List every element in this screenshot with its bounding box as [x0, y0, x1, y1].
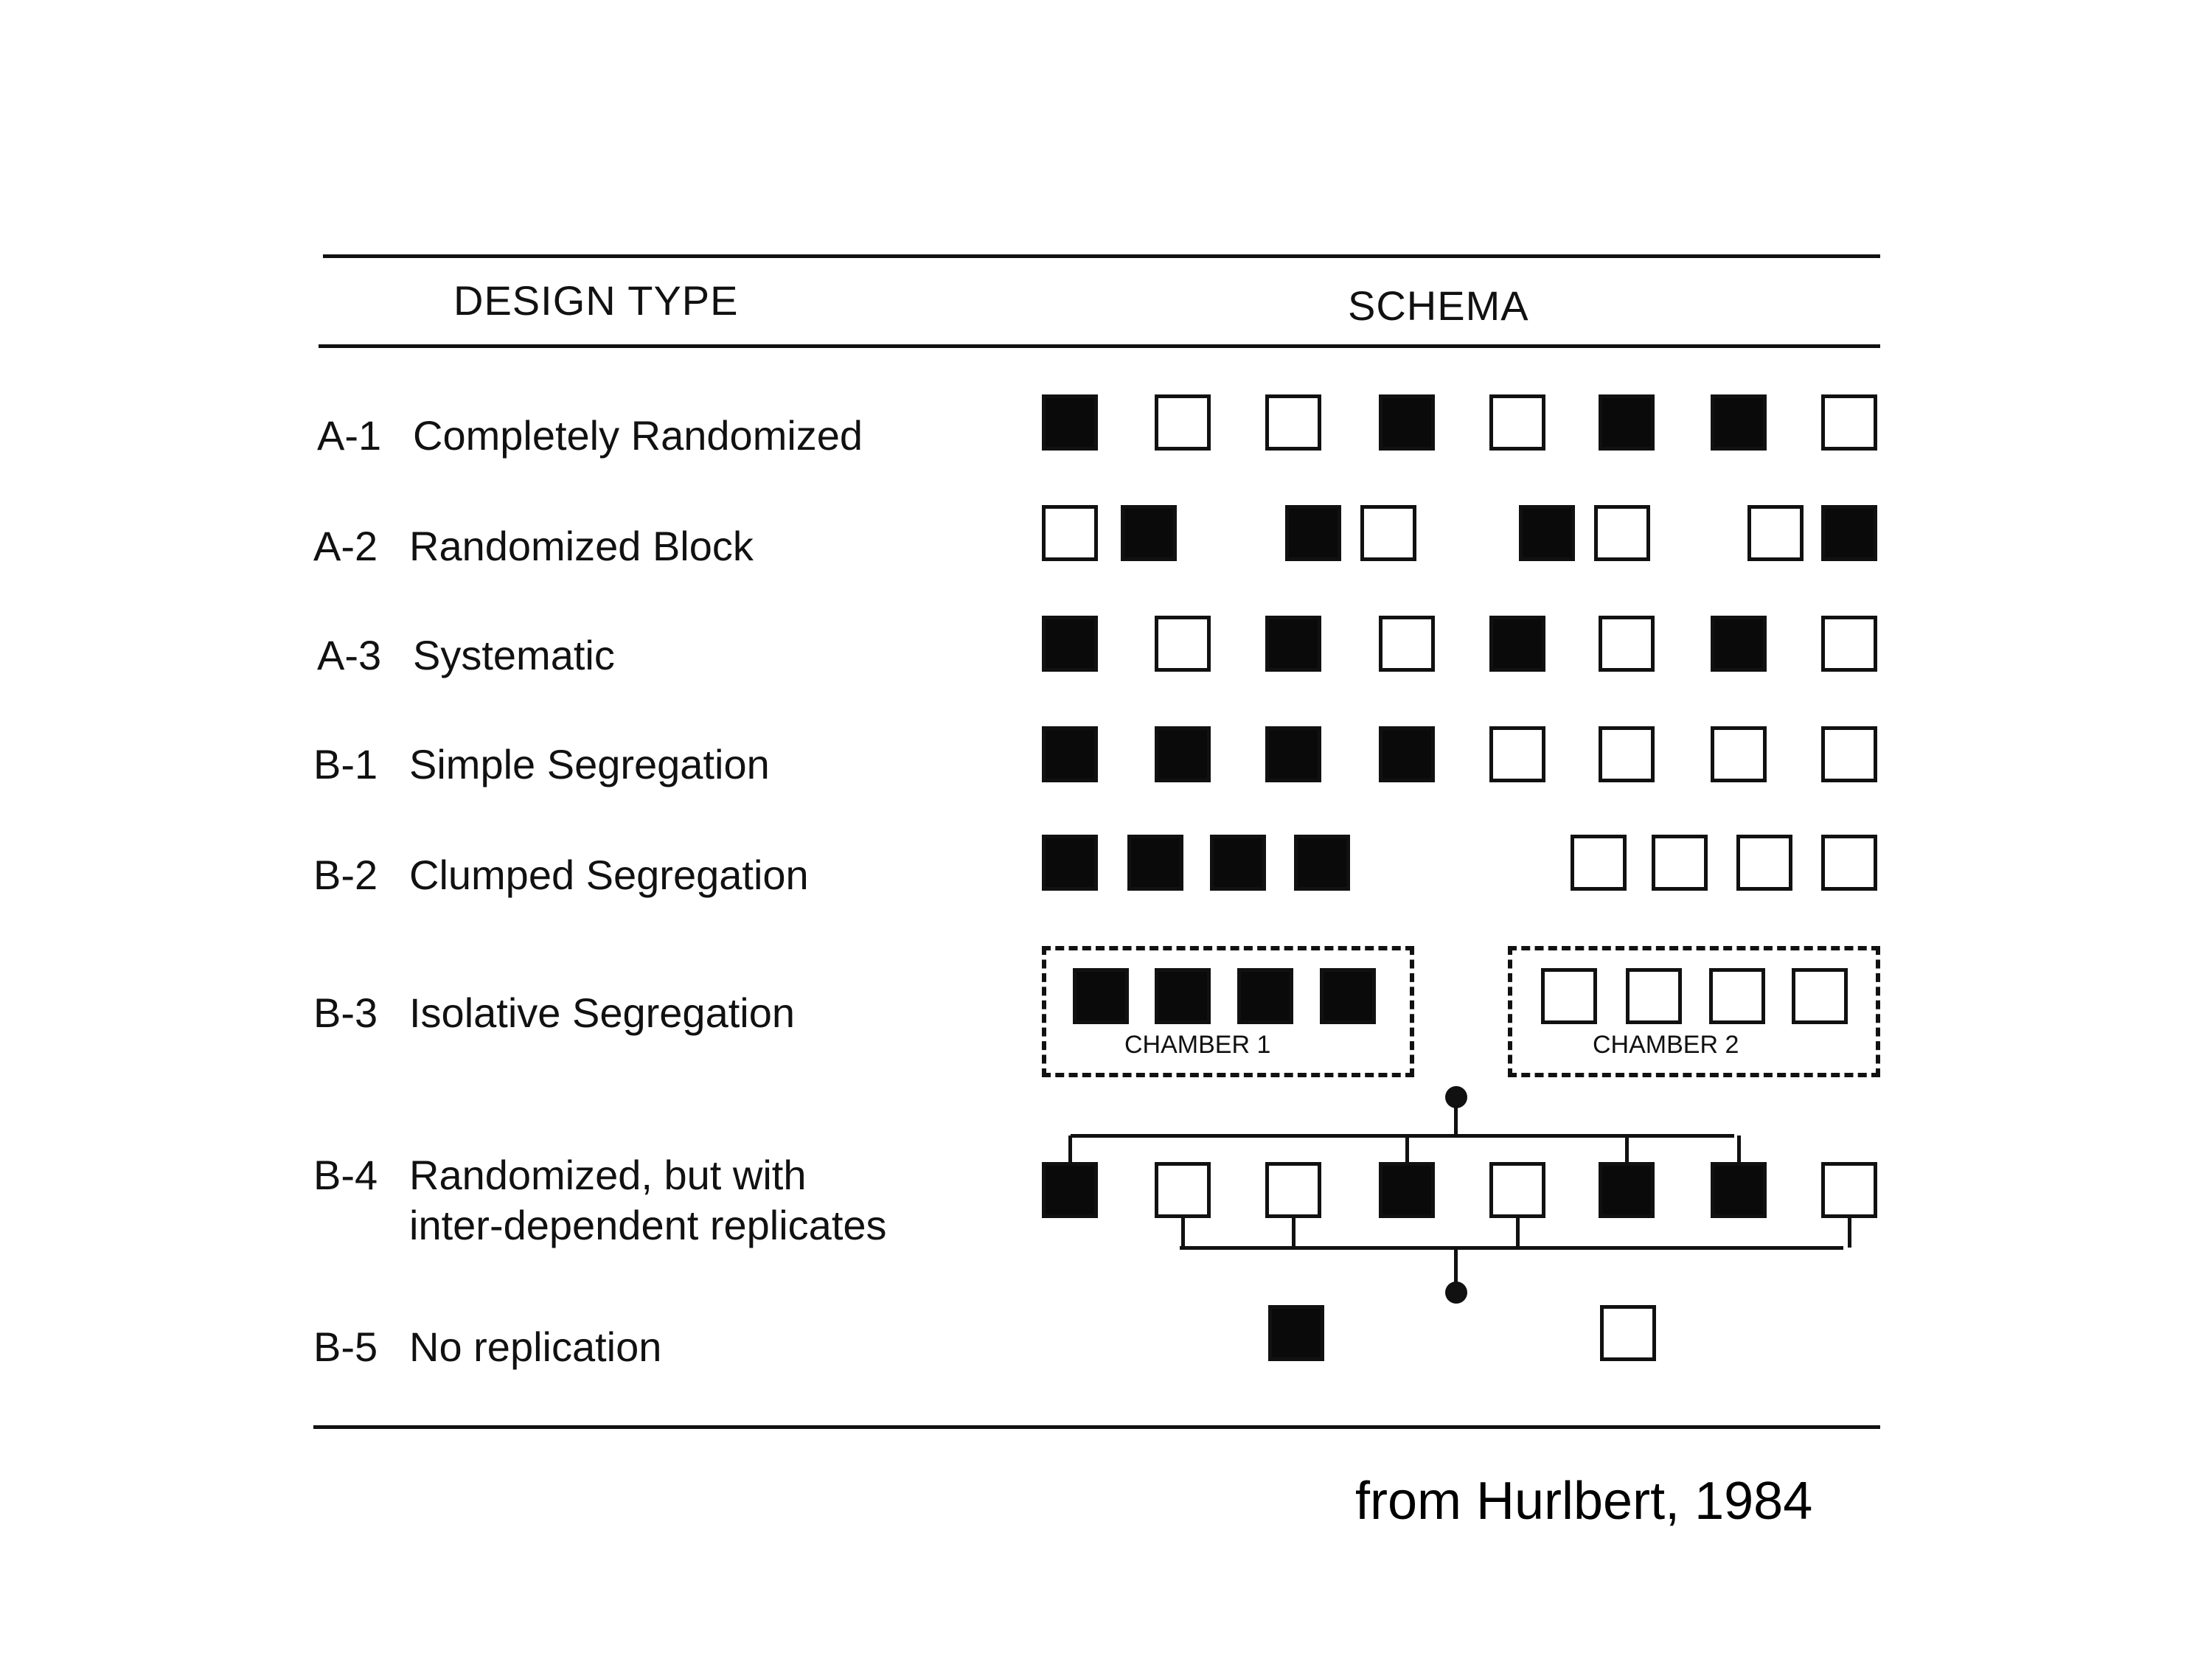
schema-unit-treatment: [1821, 505, 1877, 561]
bottom-rule: [313, 1425, 1880, 1429]
row-label-b5: B-5 No replication: [313, 1324, 662, 1370]
b4-bottom-connector: [1292, 1217, 1295, 1248]
schema-unit-control: [1709, 968, 1765, 1024]
schema-unit-control: [1626, 968, 1682, 1024]
b4-bottom-connector: [1848, 1217, 1851, 1248]
schema-unit-control: [1489, 726, 1545, 782]
schema-unit-control: [1265, 394, 1321, 451]
schema-unit-treatment: [1711, 1162, 1767, 1218]
schema-unit-control: [1155, 616, 1211, 672]
top-rule: [323, 254, 1880, 258]
chamber-1-label: CHAMBER 1: [1124, 1031, 1271, 1059]
schema-unit-treatment: [1711, 616, 1767, 672]
row-label-b3: B-3 Isolative Segregation: [313, 990, 796, 1036]
schema-unit-control: [1747, 505, 1804, 561]
schema-unit-control: [1155, 394, 1211, 451]
schema-unit-treatment: [1599, 1162, 1655, 1218]
b4-bottom-bus: [1180, 1246, 1843, 1250]
row-label-a1: A-1 Completely Randomized: [317, 412, 863, 459]
row-label-b1: B-1 Simple Segregation: [313, 741, 770, 787]
row-label-a3: A-3 Systematic: [317, 632, 615, 678]
schema-unit-treatment: [1042, 835, 1098, 891]
schema-unit-treatment: [1489, 616, 1545, 672]
b4-bottom-node: [1445, 1281, 1467, 1304]
b4-bottom-connector: [1181, 1217, 1185, 1248]
schema-unit-treatment: [1265, 616, 1321, 672]
schema-unit-control: [1792, 968, 1848, 1024]
b4-top-connector: [1625, 1135, 1629, 1164]
row-label-b4-cont: inter-dependent replicates: [409, 1202, 887, 1248]
schema-unit-control: [1599, 616, 1655, 672]
schema-header: SCHEMA: [1348, 282, 1529, 329]
schema-unit-control: [1652, 835, 1708, 891]
chamber-2-label: CHAMBER 2: [1593, 1031, 1739, 1059]
header-rule: [319, 344, 1880, 348]
schema-unit-treatment: [1073, 968, 1129, 1024]
schema-unit-treatment: [1320, 968, 1376, 1024]
row-label-b2: B-2 Clumped Segregation: [313, 852, 809, 898]
schema-unit-treatment: [1121, 505, 1177, 561]
schema-unit-treatment: [1285, 505, 1341, 561]
schema-unit-control: [1379, 616, 1435, 672]
schema-unit-treatment: [1127, 835, 1183, 891]
schema-unit-control: [1711, 726, 1767, 782]
b4-top-connector: [1405, 1135, 1409, 1164]
row-label-b4: B-4 Randomized, but with inter-dependent replicates: [313, 1150, 887, 1251]
schema-unit-treatment: [1155, 726, 1211, 782]
schema-unit-control: [1265, 1162, 1321, 1218]
schema-unit-treatment: [1042, 394, 1098, 451]
schema-unit-treatment: [1042, 726, 1098, 782]
schema-unit-treatment: [1265, 726, 1321, 782]
schema-unit-treatment: [1042, 1162, 1098, 1218]
schema-unit-control: [1736, 835, 1792, 891]
schema-unit-control: [1821, 835, 1877, 891]
schema-unit-control: [1042, 505, 1098, 561]
schema-unit-treatment: [1379, 1162, 1435, 1218]
schema-unit-treatment: [1268, 1305, 1324, 1361]
row-label-a2: A-2 Randomized Block: [313, 523, 754, 569]
schema-unit-control: [1360, 505, 1416, 561]
citation-caption: from Hurlbert, 1984: [1355, 1472, 1813, 1531]
schema-unit-treatment: [1042, 616, 1098, 672]
schema-unit-control: [1489, 394, 1545, 451]
schema-unit-control: [1821, 616, 1877, 672]
b4-top-connector: [1737, 1135, 1741, 1164]
b4-top-node: [1445, 1086, 1467, 1108]
schema-unit-control: [1821, 1162, 1877, 1218]
schema-unit-control: [1489, 1162, 1545, 1218]
design-type-header: DESIGN TYPE: [453, 277, 739, 324]
schema-unit-control: [1571, 835, 1627, 891]
schema-unit-control: [1594, 505, 1650, 561]
schema-unit-treatment: [1379, 726, 1435, 782]
schema-unit-treatment: [1237, 968, 1293, 1024]
schema-unit-control: [1821, 726, 1877, 782]
schema-unit-treatment: [1379, 394, 1435, 451]
b4-top-bus: [1071, 1134, 1734, 1138]
schema-unit-treatment: [1711, 394, 1767, 451]
schema-unit-treatment: [1210, 835, 1266, 891]
schema-unit-control: [1155, 1162, 1211, 1218]
b4-bottom-connector: [1516, 1217, 1520, 1248]
schema-unit-treatment: [1519, 505, 1575, 561]
schema-unit-control: [1821, 394, 1877, 451]
b4-top-connector: [1068, 1135, 1072, 1164]
schema-unit-treatment: [1155, 968, 1211, 1024]
schema-unit-control: [1600, 1305, 1656, 1361]
schema-unit-treatment: [1294, 835, 1350, 891]
schema-unit-control: [1599, 726, 1655, 782]
schema-unit-control: [1541, 968, 1597, 1024]
schema-unit-treatment: [1599, 394, 1655, 451]
